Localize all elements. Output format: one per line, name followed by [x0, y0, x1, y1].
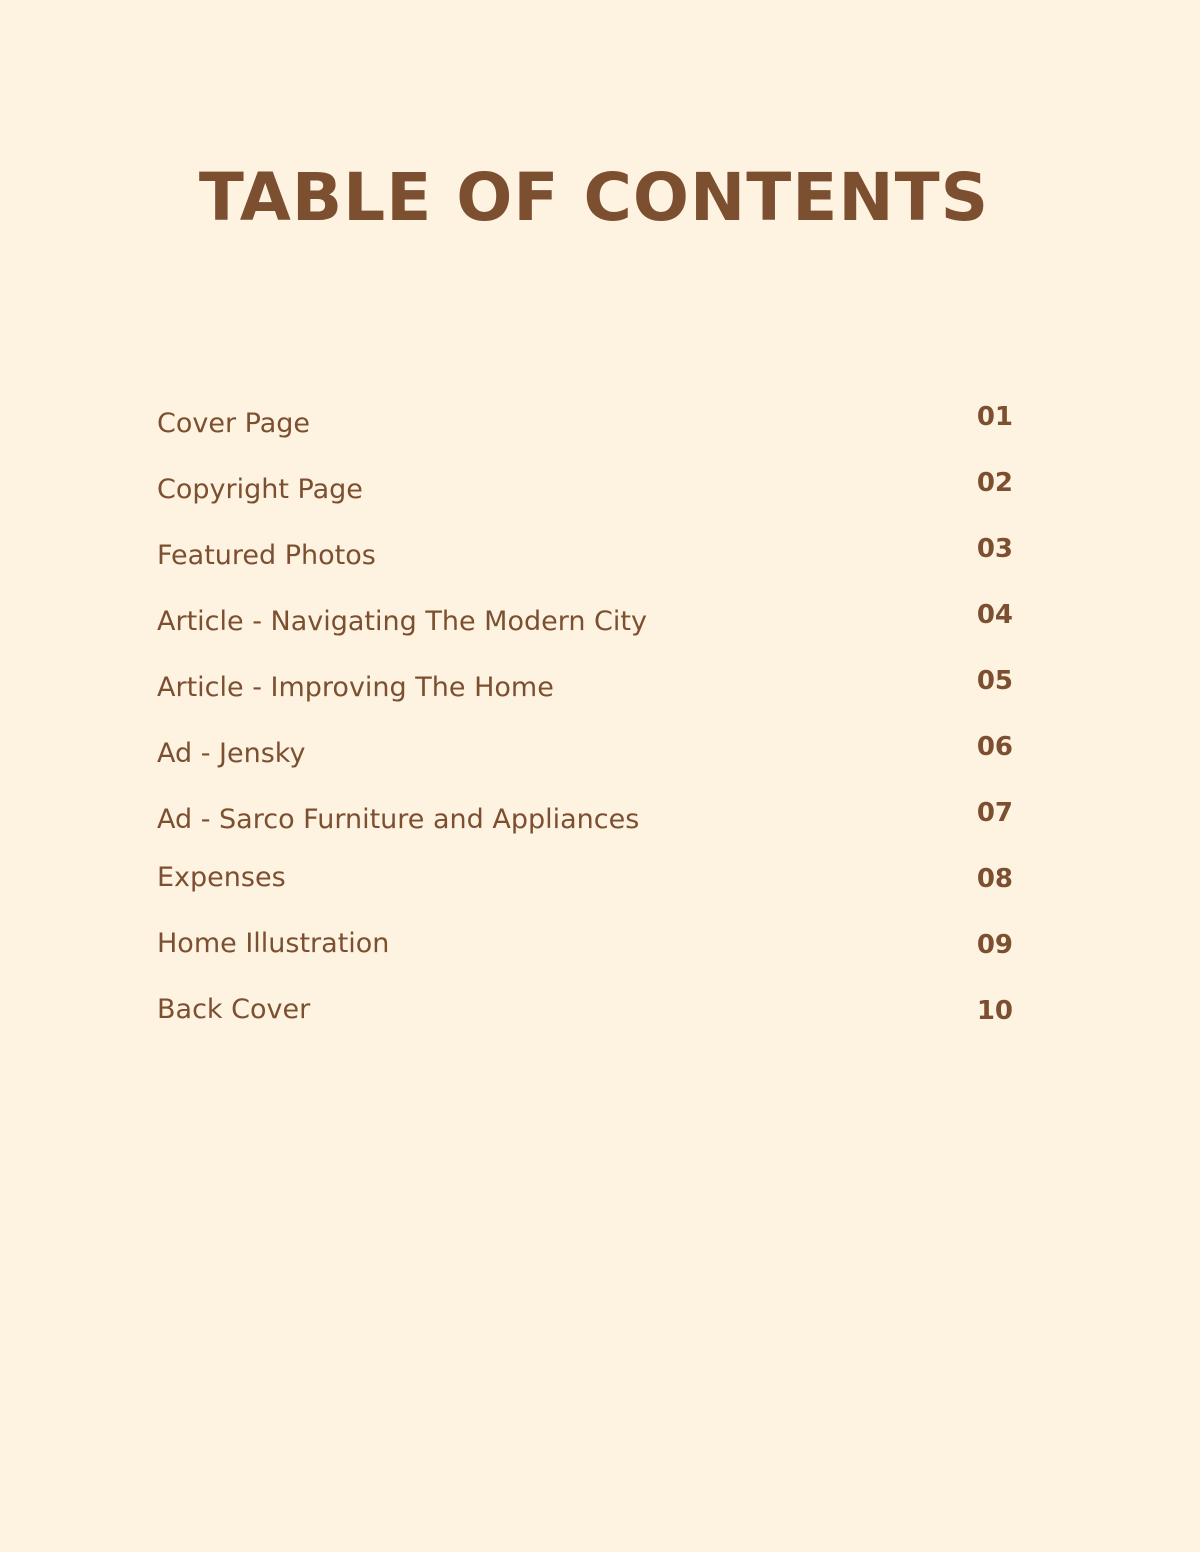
toc-entry-page-number: 09 — [976, 930, 1013, 960]
toc-entry-page-number: 04 — [976, 600, 1013, 630]
toc-entry-label: Cover Page — [157, 408, 311, 439]
toc-entry-page-number: 03 — [976, 534, 1013, 564]
toc-entry-page-number: 02 — [976, 468, 1013, 498]
toc-entry[interactable] — [157, 400, 1013, 466]
toc-entry-label: Article - Navigating The Modern City — [157, 606, 647, 637]
toc-entry[interactable] — [157, 862, 1013, 928]
toc-entry[interactable] — [157, 466, 1013, 532]
toc-entry-page-number: 07 — [976, 798, 1013, 828]
toc-entry-label: Expenses — [157, 862, 286, 893]
toc-entry-page-number: 06 — [976, 732, 1013, 762]
toc-entry-page-number: 05 — [976, 666, 1013, 696]
page-title: TABLE OF CONTENTS — [198, 159, 990, 236]
toc-entry[interactable] — [157, 730, 1013, 796]
toc-entry-label: Home Illustration — [157, 928, 390, 959]
toc-entry-label: Featured Photos — [157, 540, 376, 571]
toc-entry-page-number: 10 — [976, 996, 1013, 1026]
toc-entry-page-number: 01 — [976, 402, 1013, 432]
toc-entry[interactable] — [157, 532, 1013, 598]
toc-entry-label: Article - Improving The Home — [157, 672, 554, 703]
toc-entry-page-number: 08 — [976, 864, 1013, 894]
toc-entry[interactable] — [157, 598, 1013, 664]
toc-entry-label: Back Cover — [157, 994, 311, 1025]
toc-entry[interactable] — [157, 796, 1013, 856]
toc-entry[interactable] — [157, 994, 1013, 1060]
toc-list — [157, 400, 1013, 1060]
toc-entry[interactable] — [157, 664, 1013, 730]
toc-entry[interactable] — [157, 928, 1013, 994]
toc-entry-label: Ad - Sarco Furniture and Appliances — [157, 804, 640, 835]
toc-entry-label: Ad - Jensky — [157, 738, 306, 769]
toc-entry-label: Copyright Page — [157, 474, 363, 505]
